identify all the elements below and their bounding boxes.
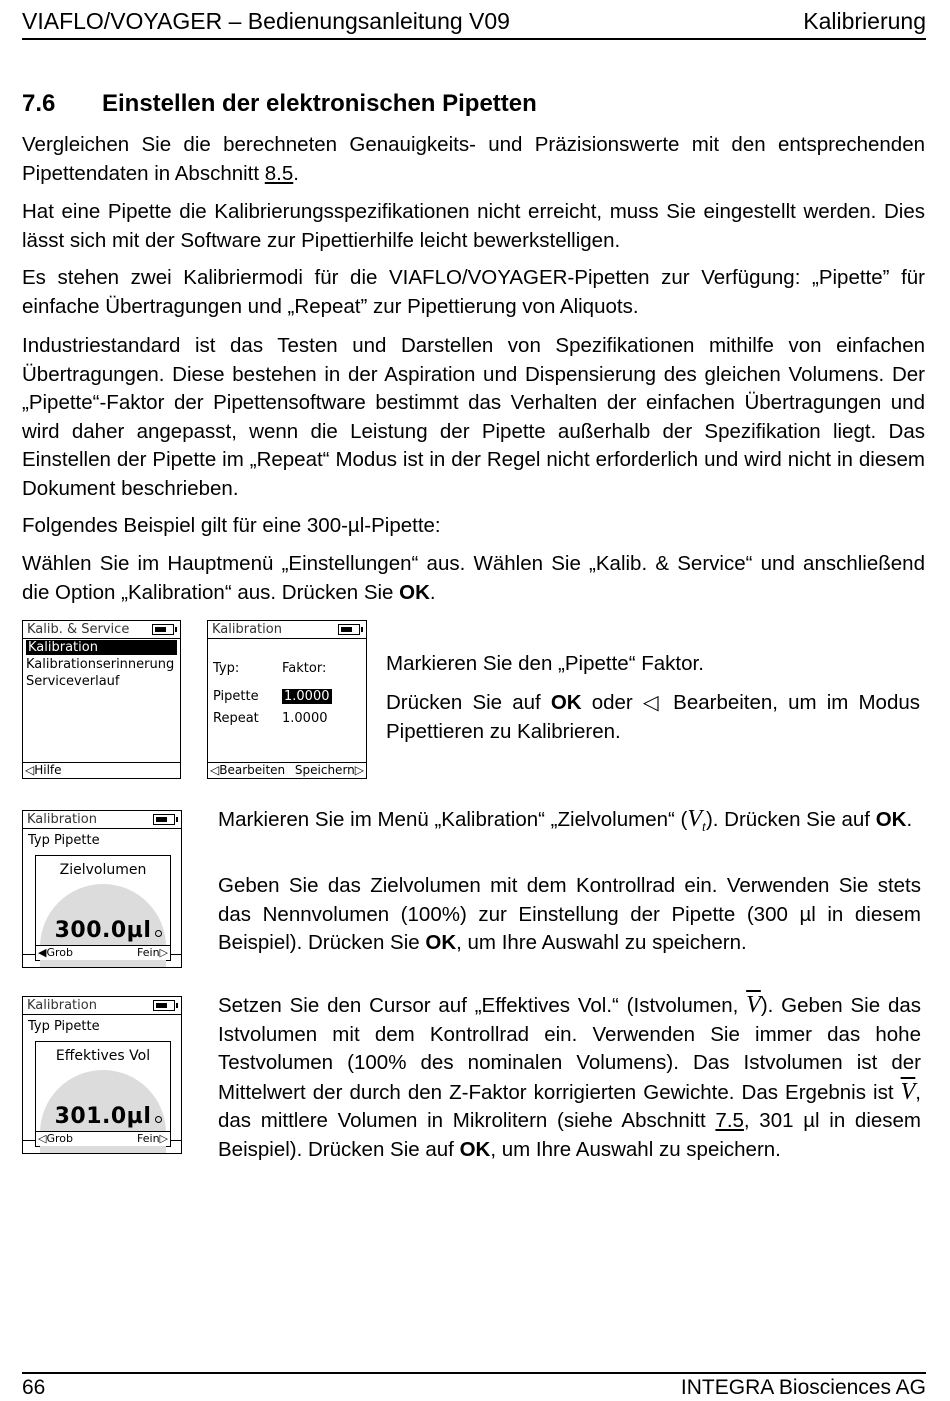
popup-softkeys [36, 945, 170, 960]
step2-text-b [218, 872, 921, 958]
softkey-fein[interactable]: Fein▷ [137, 1132, 168, 1145]
paragraph-modes: Es stehen zwei Kalibriermodi für die VIAFLO/VOYAGER-Pipetten zur Verfügung: „Pipette” für einfache Übertragungen und „Repeat” zur Pipettierung von Aliquots. [22, 266, 925, 318]
paragraph-text: Wählen Sie im Hauptmenü „Einstellungen“ aus. Wählen Sie „Kalib. & Service“ und anschließend die Option „Kalibration“ aus. Drücken Sie [22, 552, 925, 604]
symbol-subscript: t [702, 820, 706, 836]
popup-title: Effektives Vol [55, 1048, 151, 1064]
footer-company: INTEGRA Biosciences AG [680, 1376, 926, 1399]
dial-indicator-icon [155, 1116, 162, 1123]
paragraph-text: , um Ihre Auswahl zu speichern. [456, 931, 747, 954]
section-title: Einstellen der elektronischen Pipetten [102, 90, 537, 117]
paragraph-text: ). Geben Sie das Istvolumen mit dem Kontrollrad ein. Verwenden Sie immer das hohe Testvolumen (100% des nominalen Volumens). Das Istvolumen ist der Mittelwert der durch den Z-Faktor korrigierten Gewichte. Das Ergebnis ist [218, 994, 921, 1104]
paragraph-text: Drücken Sie auf [386, 691, 551, 714]
step1-text-b [386, 689, 920, 746]
battery-icon [153, 1000, 175, 1011]
type-label: Typ Pipette [28, 1019, 100, 1034]
softkey-hilfe[interactable]: ◁Hilfe [25, 763, 62, 777]
softkey-speichern[interactable]: Speichern▷ [294, 763, 364, 777]
menu-item-label: Kalibration [26, 640, 177, 655]
menu-item-kalibrationserinnerung[interactable]: Kalibrationserinnerung [26, 657, 175, 672]
ok-keyword: OK [425, 931, 457, 954]
paragraph-text: oder ◁ Bearbeiten, um im Modus Pipettieren zu Kalibrieren. [386, 691, 920, 743]
effektives-vol-popup [35, 1041, 171, 1147]
dial-indicator-icon [155, 930, 162, 937]
paragraph-text: Geben Sie das Zielvolumen mit dem Kontrollrad ein. Verwenden Sie stets das Nennvolumen (100%) zur Einstellung der Pipette (300 µl in diesem Beispiel). Drücken Sie [218, 874, 921, 954]
paragraph-text: . [429, 580, 436, 604]
softkey-fein[interactable]: Fein▷ [137, 946, 168, 959]
softkey-bar [23, 762, 180, 778]
col-header-faktor: Faktor: [282, 661, 327, 676]
popup-title: Zielvolumen [59, 862, 147, 878]
repeat-factor-value[interactable]: 1.0000 [282, 711, 328, 726]
softkey-bearbeiten[interactable]: ◁Bearbeiten [210, 763, 286, 777]
divider [23, 1014, 181, 1015]
ok-keyword: OK [459, 1137, 491, 1161]
zielvolumen-popup [35, 855, 171, 961]
ok-keyword: OK [399, 580, 430, 604]
paragraph-text: Vergleichen Sie die berechneten Genauigkeits- und Präzisionswerte mit den entsprechenden Pipettendaten in Abschnitt [22, 133, 925, 185]
divider [23, 638, 180, 639]
screen-title: Kalibration [27, 998, 97, 1013]
screen-title: Kalib. & Service [27, 622, 130, 637]
paragraph-text: , 301 µl in diesem Beispiel). Drücken Sie auf [218, 1109, 921, 1161]
page-footer [22, 1372, 926, 1401]
paragraph-compare [22, 131, 925, 188]
softkey-grob[interactable]: ◁Grob [38, 1132, 73, 1145]
paragraph-text: , das mittlere Volumen in Mikrolitern (siehe Abschnitt [218, 1080, 921, 1132]
paragraph-example: Folgendes Beispiel gilt für eine 300-µl-Pipette: [22, 514, 441, 537]
pipette-factor-value[interactable] [282, 689, 332, 704]
divider [208, 638, 366, 639]
screen-title: Kalibration [27, 812, 97, 827]
screen-kalibration [207, 620, 367, 779]
menu-item-kalibration[interactable] [26, 640, 177, 655]
page-header [22, 4, 926, 40]
paragraph-industry-standard: Industriestandard ist das Testen und Darstellen von Spezifikationen mithilfe von einfachen Übertragungen. Diese bestehen in der Aspiration und Dispensierung des gleichen Volumens. Der „Pipette“-Faktor der Pipettensoftware bestimmt das Verhalten der einfachen Übertragungen und wird daher angepasst, wenn die Leistung der Pipette außerhalb der Spezifikation liegt. Das Einstellen der Pipette im „Repeat“ Modus ist in der Regel nicht erforderlich und wird nicht in diesem Dokument beschrieben. [22, 334, 925, 500]
paragraph-text: , um Ihre Auswahl zu speichern. [490, 1137, 781, 1161]
actual-volume-value[interactable]: 301.0µl [54, 1104, 152, 1129]
battery-icon [338, 624, 360, 635]
target-volume-value[interactable]: 300.0µl [54, 918, 152, 943]
header-chapter: Kalibrierung [803, 8, 926, 34]
softkey-bar [208, 762, 366, 778]
pipette-factor-text: 1.0000 [284, 689, 330, 704]
paragraph-text: ). Drücken Sie auf [705, 808, 876, 831]
paragraph-menu-steps [22, 550, 925, 607]
symbol-v: V [687, 806, 703, 832]
step1-text-a: Markieren Sie den „Pipette“ Faktor. [386, 652, 704, 675]
ok-keyword: OK [875, 808, 907, 831]
step2-text-a [218, 805, 921, 843]
popup-softkeys [36, 1131, 170, 1146]
battery-icon [152, 624, 174, 635]
row-label-pipette: Pipette [213, 689, 259, 704]
battery-icon [153, 814, 175, 825]
type-label: Typ Pipette [28, 833, 100, 848]
page-number: 66 [22, 1376, 46, 1399]
screen-zielvolumen [22, 810, 182, 968]
symbol-v-bar: $\overline{V}$ [746, 992, 761, 1018]
section-number: 7.6 [22, 90, 56, 117]
paragraph-text: Setzen Sie den Cursor auf „Effektives Vol.“ (Istvolumen, [218, 994, 747, 1017]
row-label-repeat: Repeat [213, 711, 259, 726]
col-header-typ: Typ: [213, 661, 240, 676]
section-heading [22, 90, 537, 118]
divider [23, 828, 181, 829]
paragraph-adjust: Hat eine Pipette die Kalibrierungsspezifikationen nicht erreicht, muss Sie eingestellt werden. Dies lässt sich mit der Software zur Pipettierhilfe leicht bewerkstelligen. [22, 200, 925, 252]
step3-text [218, 991, 921, 1164]
screen-kalib-service [22, 620, 181, 779]
header-manual-title: VIAFLO/VOYAGER – Bedienungsanleitung V09 [22, 8, 510, 34]
section-link-8-5[interactable]: 8.5 [264, 161, 294, 185]
paragraph-text: Markieren Sie im Menü „Kalibration“ „Zielvolumen“ ( [218, 808, 688, 831]
ok-keyword: OK [550, 691, 582, 714]
softkey-grob[interactable]: ◀Grob [38, 946, 73, 959]
menu-item-serviceverlauf[interactable]: Serviceverlauf [26, 674, 120, 689]
screen-title: Kalibration [212, 622, 282, 637]
paragraph-text: . [906, 808, 913, 831]
screen-effektives-vol [22, 996, 182, 1154]
paragraph-text: . [293, 161, 299, 185]
section-link-7-5[interactable]: 7.5 [715, 1109, 744, 1132]
symbol-v-bar: $\overline{V}$ [900, 1078, 916, 1105]
